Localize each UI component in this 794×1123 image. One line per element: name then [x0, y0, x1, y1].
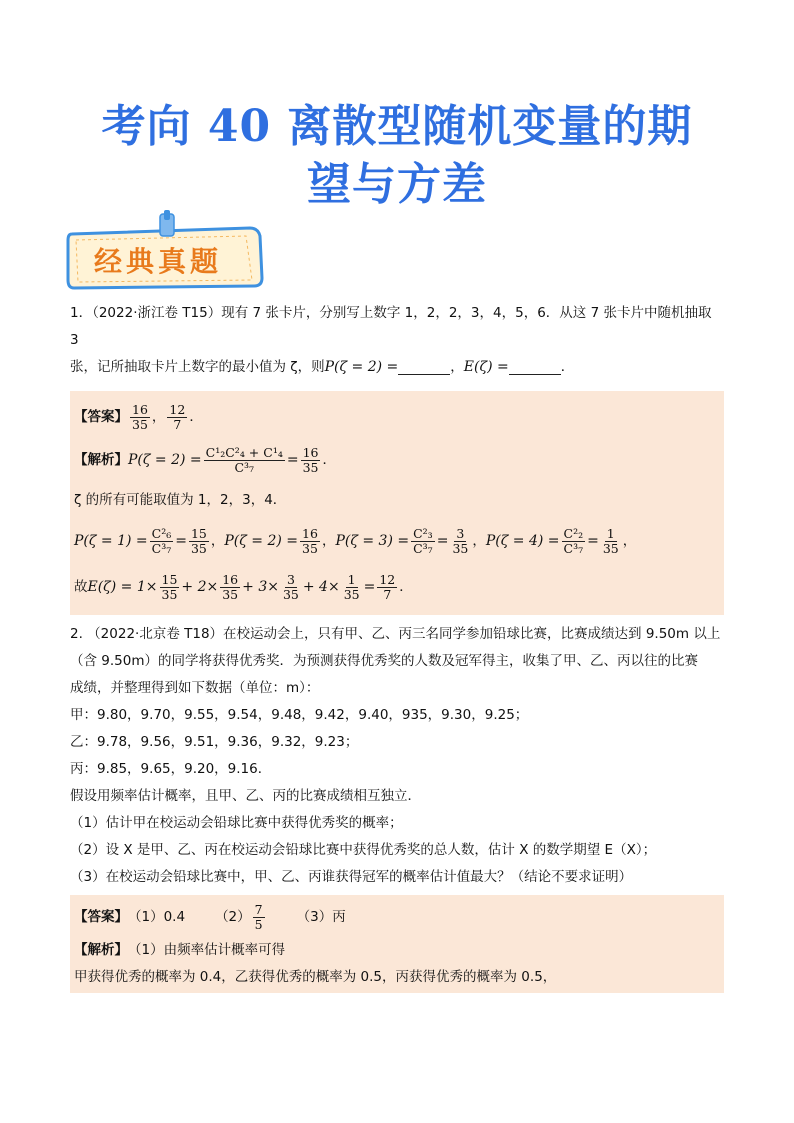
page-title — [60, 98, 734, 214]
q1-text-line2: 张，记所抽取卡片上数字的最小值为 ζ，则 P(ζ = 2) = ， E(ζ) = ． — [70, 359, 575, 375]
q2-assumption: 假设用频率估计概率，且甲、乙、丙的比赛成绩相互独立． — [70, 788, 421, 804]
title-line-2: 望与方差 — [307, 159, 487, 210]
q2-part2: （2）设 X 是甲、乙、丙在校运动会铅球比赛中获得优秀奖的总人数，估计 X 的数学期望 E（X）； — [70, 842, 657, 858]
q2-analysis-row-2: 甲获得优秀的概率为 0.4，乙获得优秀的概率为 0.5，丙获得优秀的概率为 0.5， — [74, 968, 557, 985]
content-area — [70, 300, 724, 999]
title-line-1: 考向 40 离散型随机变量的期 — [101, 101, 693, 152]
bookmark-clip-icon — [160, 210, 174, 236]
section-banner — [66, 210, 266, 292]
q1-combo-frac: $\frac{\text{C¹₂C²₄ + C¹₄}}{\text{C³₇}}$ — [205, 444, 283, 475]
q1-ans-frac-1: $\frac{16}{35}$ — [132, 401, 148, 432]
q1-answer-row: 【答案】 $\frac{16}{35}$ ， $\frac{12}{7}$ ． — [74, 401, 203, 432]
q2-data-yi: 乙：9.78，9.56，9.51，9.36，9.32，9.23； — [70, 734, 359, 750]
q1-ans-frac-2: $\frac{12}{7}$ — [169, 401, 186, 432]
q1-result-frac: $\frac{16}{35}$ — [302, 444, 319, 475]
q1-distribution-row: P(ζ = 1) = $\frac{\text{C²₆}}{\text{C³₇}}$ = $\frac{15}{35}$ ， P(ζ = 2) = $\frac{16}{35}$ ， P(ζ = 3) = $\frac{\text{C²₃}}{\text{C³₇}}$ = $\frac{3}{35}$ ， P(ζ = 4) = $\frac{\text{C²₂}}{\text{C³₇}}$ = $\frac{1}{35}$ ， — [74, 525, 637, 556]
q2-text-1: 2. （2022·北京卷 T18）在校运动会上，只有甲、乙、丙三名同学参加铅球比赛，比赛成绩达到 9.50m 以上 — [70, 626, 721, 642]
answer-blank-1 — [398, 360, 450, 375]
q1-text: 1．（2022·浙江卷 T15）现有 7 张卡片，分别写上数字 1，2，2，3，4，5，6．从这 7 张卡片中随机抽取 3 — [70, 305, 712, 348]
q2-analysis-row: 【解析】 （1）由频率估计概率可得 — [74, 941, 286, 958]
q1-solution-block — [70, 391, 724, 615]
q2-answer-row: 【答案】 （1）0.4 （2） $\frac{7}{5}$ （3）丙 — [74, 901, 346, 932]
q2-part3: （3）在校运动会铅球比赛中，甲、乙、丙谁获得冠军的概率估计值最大？（结论不要求证明） — [70, 869, 633, 885]
q2-data-jia: 甲：9.80，9.70，9.55，9.54，9.48，9.42，9.40，935，9.30，9.25； — [70, 707, 529, 723]
q1-analysis-row: 【解析】 P(ζ = 2) = $\frac{\text{C¹₂C²₄ + C¹₄}}{\text{C³₇}}$ = $\frac{16}{35}$ ． — [74, 444, 336, 475]
q2-solution-block — [70, 895, 724, 993]
q2-text-2: （含 9.50m）的同学将获得优秀奖．为预测获得优秀奖的人数及冠军得主，收集了甲、乙、丙以往的比赛 — [70, 653, 698, 669]
q1-values-row: ζ 的所有可能取值为 1，2，3，4． — [74, 491, 287, 508]
section-banner-label: 经典真题 — [94, 245, 223, 278]
q1-expectation-row: 故 E(ζ) = 1× $\frac{15}{35}$ + 2× $\frac{16}{35}$ + 3× $\frac{3}{35}$ + 4× $\frac{1}{35}$ = $\frac{12}{7}$ ． — [74, 571, 413, 602]
q2-text-3: 成绩，并整理得到如下数据（单位：m）： — [70, 680, 320, 696]
answer-blank-2 — [509, 360, 561, 375]
q2-data-bing: 丙：9.85，9.65，9.20，9.16． — [70, 761, 272, 777]
q2-part1: （1）估计甲在校运动会铅球比赛中获得优秀奖的概率； — [70, 815, 403, 831]
